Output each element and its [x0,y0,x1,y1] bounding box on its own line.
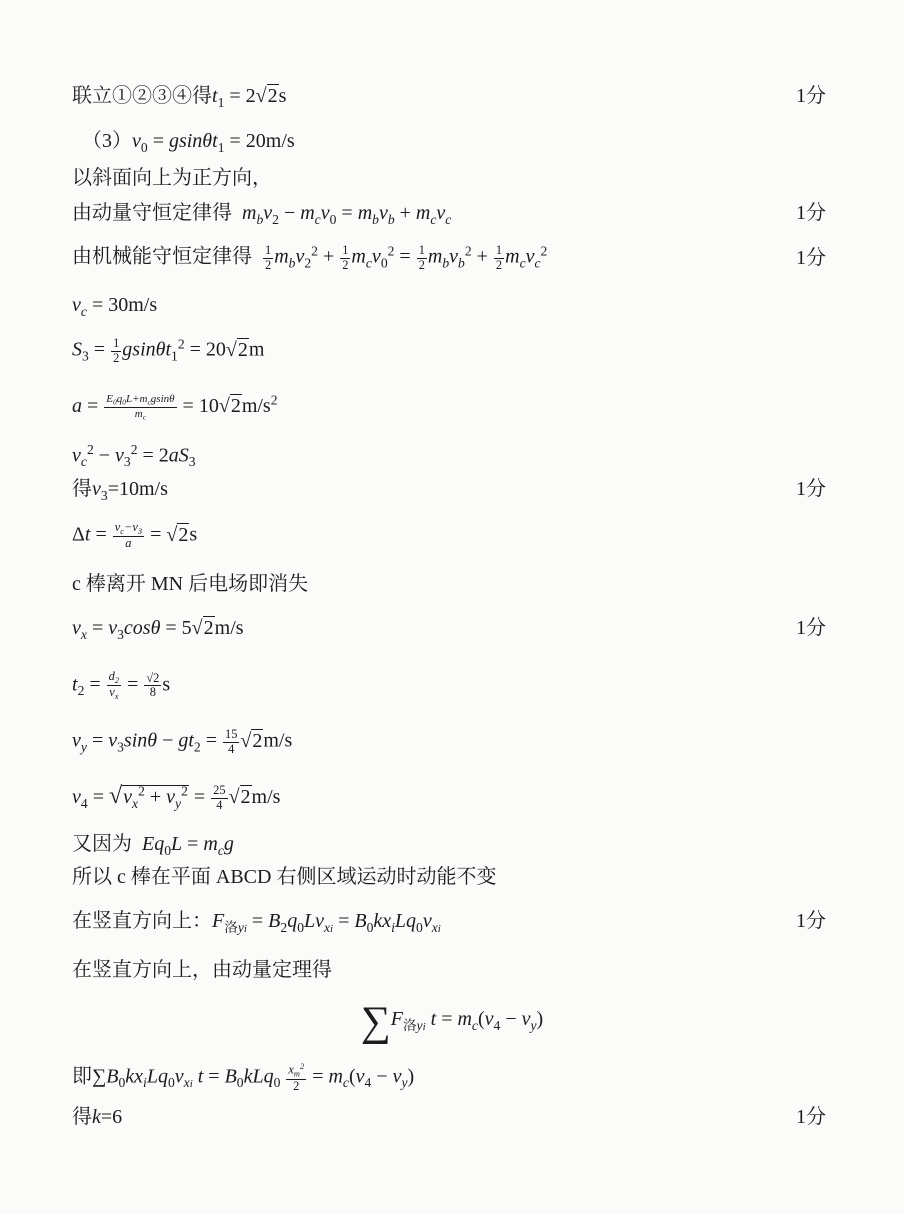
line-3 [72,168,272,188]
text: 由动量守恒定律得 [72,202,232,224]
text: 在竖直方向上： [72,910,212,932]
line-13: $v_x = v_3\cos\theta = 5√2m/s$ [72,617,244,642]
line-2: $(3)v_0 = gsin\theta t_1 = 20m/s$ [82,130,295,155]
line-6: $v_c = 30m/s$ [72,294,158,319]
line-9: $v_c^2 - v_3^2 = 2aS_3$ [72,442,196,470]
score-1: 1分 [796,85,826,107]
text: （3） [82,130,132,152]
line-10: 得$v_3=10m/s$ [72,478,168,503]
text: c 棒离开 MN 后电场即消失 [72,573,309,595]
score-3: 1分 [796,247,826,269]
text: 得 [72,1106,92,1128]
line-7: $S_3$ = $\frac{1}{2}$ gsinθt$_1^2$ = 20√2m [72,336,265,365]
line-21: $\sum F_{洛yi}$ $t = m_c(v_4 - v_y)$ [360,999,544,1045]
text: 又因为 [72,833,132,855]
line-12 [72,574,308,594]
score-6: 1分 [796,910,826,932]
line-17: 又因为 $Eq_0L = m_cg$ [72,833,234,858]
line-23: 得k=6 [72,1106,123,1128]
score-5: 1分 [796,617,826,639]
line-22: 即$\sum B_0kx_iLq_0v_{xi}$ $t = B_0kLq_0$ $\frac{x_m^2}{2}$ = $m_c(v_4 - v_y)$ [72,1061,415,1093]
line-1: 联立①②③④得$t_1 = 2√2s$ [72,85,287,110]
line-5: 由机械能守恒定律得 $\frac{1}{2}$ $m_bv_2^2$ + $\frac{1}{2}$ $m_cv_0^2$ = $\frac{1}{2}$ $m_bv_b^2$ + $\frac{1}{2}$ $m_cv_c^2$ [72,243,548,272]
line-19: 在竖直方向上：$F_{洛yi} = B_2q_0Lv_{xi} = B_0kx_iLq_0v_{xi}$ [72,910,441,935]
text: 即 [72,1065,92,1088]
score-2: 1分 [796,202,826,224]
text: 以斜面向上为正方向， [72,167,272,189]
line-16: $v_4 = √v_x^2 + v_y^2$ = $\frac{25}{4}$ √2m/s [72,783,281,812]
line-18 [72,867,496,887]
line-15: $v_y = v_3\sin\theta - gt_2$ = $\frac{15}{4}$ √2m/s [72,727,293,756]
line-14: $t_2$ = $\frac{d_2}{v_x}$ = $\frac{√2}{8}$ s [72,669,171,702]
line-4: 由动量守恒定律得 $m_bv_2 - m_cv_0 = m_bv_b + m_cv_c$ [72,202,452,227]
text: 所以 c 棒在平面 ABCD 右侧区域运动时动能不变 [72,866,497,888]
text: 在竖直方向上，由动量定理得 [72,959,332,981]
score-4: 1分 [796,478,826,500]
text: 得 [72,478,92,500]
text: 由机械能守恒定律得 [72,245,252,268]
text: 联立①②③④得 [72,85,212,107]
line-8: a = $\frac{E_0q_0L+m_cgsin\theta}{m_c}$ = $10√2m/s^2$ [72,392,278,422]
line-11: Δt = $\frac{v_c-v_3}{a}$ = √2s [72,520,198,551]
line-20 [72,960,332,980]
score-7: 1分 [796,1106,826,1128]
